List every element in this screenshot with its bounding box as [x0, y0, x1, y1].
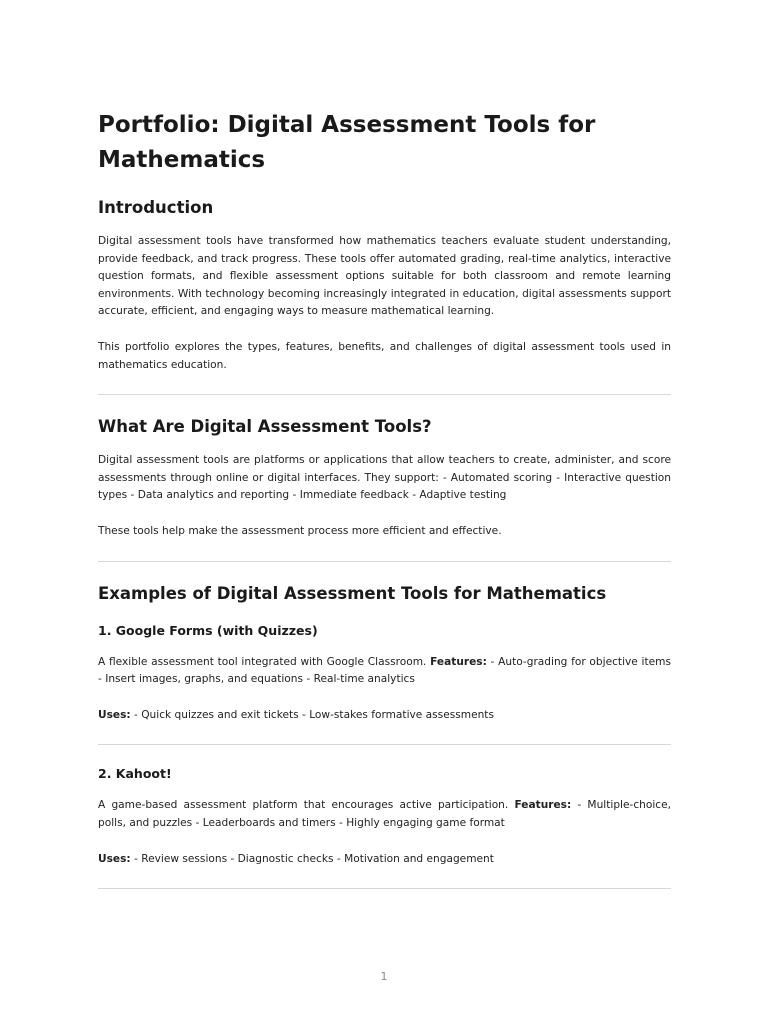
divider [98, 744, 671, 745]
divider [98, 561, 671, 562]
features-label: Features: [514, 799, 572, 812]
tool-description-google-forms [98, 654, 671, 689]
uses-text: - Review sessions - Diagnostic checks - Motivation and engagement [130, 852, 494, 865]
what-paragraph-1: Digital assessment tools are platforms or applications that allow teachers to create, administer, and score assessments through online or digital interfaces. They support: - Automated scoring - Interactive question types - Data analytics and reporting - Immediate feedback - Adaptive testing [98, 454, 671, 502]
uses-text: - Quick quizzes and exit tickets - Low-stakes formative assessments [130, 708, 494, 721]
divider [98, 394, 671, 395]
intro-paragraph-1: Digital assessment tools have transformed how mathematics teachers evaluate student understanding, provide feedback, and track progress. These tools offer automated grading, real-time analytics, interactive question formats, and flexible assessment options suitable for both classroom and remote learning environments. With technology becoming increasingly integrated in education, digital assessments support accurate, efficient, and engaging ways to measure mathematical learning. [98, 235, 671, 318]
tool-desc-text: A flexible assessment tool integrated with Google Classroom. [98, 655, 431, 668]
tool-heading-kahoot: 2. Kahoot! [98, 766, 172, 782]
features-text: - Multiple-choice, polls, and puzzles - Leaderboards and timers - Highly engaging game format [98, 799, 672, 829]
section-heading-examples: Examples of Digital Assessment Tools for Mathematics [98, 583, 607, 603]
tool-desc-text: A game-based assessment platform that encourages active participation. [98, 799, 515, 812]
intro-paragraph-2: This portfolio explores the types, features, benefits, and challenges of digital assessment tools used in mathematics education. [98, 340, 671, 371]
uses-label: Uses: [98, 708, 131, 721]
features-label: Features: [430, 655, 487, 668]
page-number: 1 [380, 970, 388, 983]
page-title: Portfolio: Digital Assessment Tools for Mathematics [98, 112, 596, 173]
tool-description-kahoot [98, 797, 671, 832]
divider [98, 888, 671, 889]
tool-uses-google-forms [98, 707, 671, 725]
section-heading-introduction: Introduction [98, 198, 214, 217]
tool-uses-kahoot [98, 851, 671, 869]
document-page [98, 108, 671, 889]
features-text: - Auto-grading for objective items - Insert images, graphs, and equations - Real-time analytics [98, 655, 671, 686]
section-heading-what: What Are Digital Assessment Tools? [98, 417, 432, 437]
uses-label: Uses: [98, 852, 131, 865]
tool-heading-google-forms: 1. Google Forms (with Quizzes) [98, 622, 318, 638]
what-paragraph-2: These tools help make the assessment process more efficient and effective. [98, 524, 502, 537]
